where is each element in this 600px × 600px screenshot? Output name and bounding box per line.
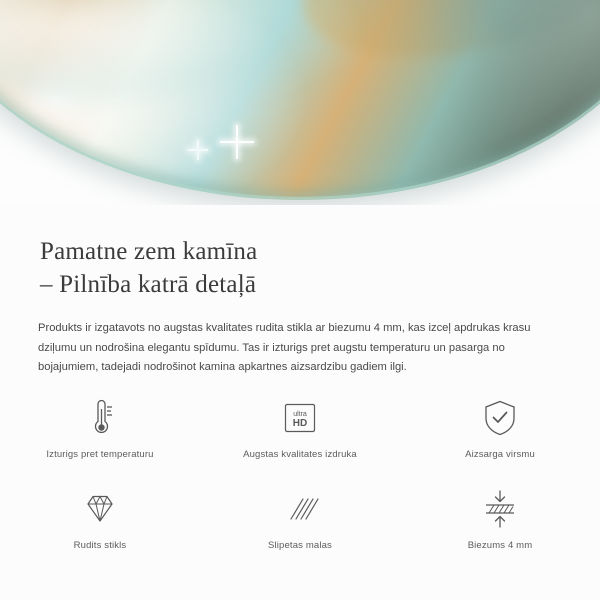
feature-item-thickness xyxy=(400,486,600,551)
feature-label: Slipetas malas xyxy=(268,540,332,551)
feature-grid xyxy=(0,395,600,551)
diamond-icon xyxy=(80,486,120,532)
feature-label: Biezums 4 mm xyxy=(467,540,533,551)
ultra-hd-icon xyxy=(280,395,320,441)
feature-item-polished-edges xyxy=(200,486,400,551)
feature-label: Rudits stikls xyxy=(73,540,127,551)
feature-label: Aizsarga virsmu xyxy=(465,449,535,460)
feature-item-tempered-glass xyxy=(0,486,200,551)
feature-label: Augstas kvalitates izdruka xyxy=(243,449,357,460)
feature-item-surface-protection xyxy=(400,395,600,460)
thermometer-icon xyxy=(85,395,115,441)
description-text: Produkts ir izgatavots no augstas kvalitates rudita stikla ar biezumu 4 mm, kas izceļ apdrukas krasu dziļumu un nodrošina elegantu spīdumu. Tas ir izturigs pret augstu temperaturu un pasarga no bojajumiem, tadejadi nodrošinot kamina apkartnes aizsardzibu gadiem ilgi. xyxy=(38,322,531,373)
feature-item-print-quality xyxy=(200,395,400,460)
feature-label: Izturigs pret temperaturu xyxy=(46,449,154,460)
marble-texture xyxy=(0,0,600,200)
thickness-icon xyxy=(481,486,519,532)
headline-line-2: – Pilnība katrā detaļā xyxy=(40,271,257,298)
polished-edges-icon xyxy=(281,486,319,532)
hero-image xyxy=(0,0,600,205)
glass-disc xyxy=(0,0,600,200)
headline-line-1: Pamatne zem kamīna xyxy=(40,238,258,265)
svg-text:ultra: ultra xyxy=(293,411,307,418)
svg-text:HD: HD xyxy=(292,418,308,429)
feature-item-temperature xyxy=(0,395,200,460)
content-block xyxy=(0,205,600,378)
page-title xyxy=(40,235,560,301)
shield-check-icon xyxy=(482,395,518,441)
